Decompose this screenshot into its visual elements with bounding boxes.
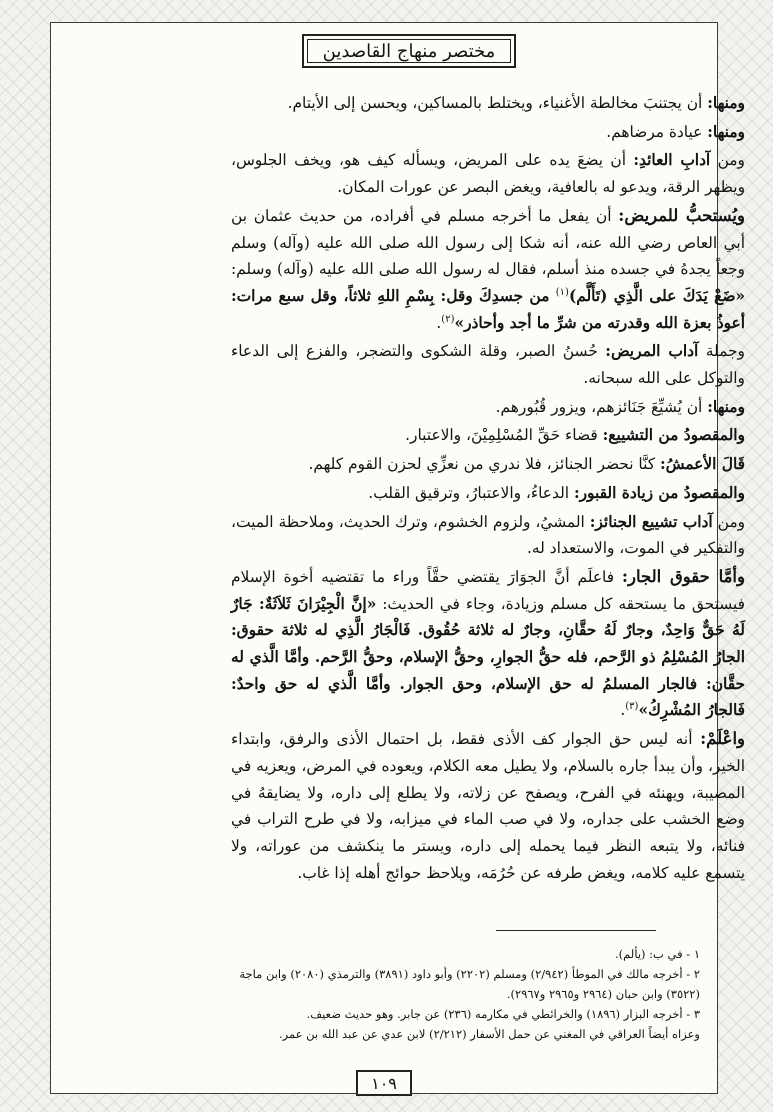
- paragraph-text: فاعلَم أنَّ الجوَارَ يقتضي حقَّاً وراء ما تقتضيه أخوة الإسلام فيستحق ما يستحقه كل مسلم وزيادة، وجاء في الحديث:: [231, 567, 745, 613]
- paragraph-lead: ومنها:: [707, 397, 745, 416]
- footnote-ref: (٢): [441, 313, 455, 325]
- paragraph-text: قضاء حَقِّ المُسْلِمِيْنَ، والاعتبار.: [405, 426, 603, 445]
- paragraph-text: أن يضعَ يده على المريض، ويسأله كيف هو، ويخف الجلوس، ويظهر الرقة، ويدعو له بالعافية، ويغض البصر عن عورات المكان.: [231, 151, 745, 197]
- paragraph-pre: ومن: [710, 151, 745, 170]
- paragraph-lead: والمقصودُ من التشييع:: [602, 426, 745, 445]
- hadith-quote: «إنَّ الْجِيْرَانَ ثَلاَثَةٌ: جَارٌ لَهُ حَقٌّ وَاحِدٌ، وجارٌ لَهُ حقَّانِ، وجارٌ له ثلاثة حُقُوق. فَالْجَارُ الَّذِي له ثلاثة حقوق: الجارُ المُسْلِمُ ذو الرَّحم، فله حقُّ الجوارِ، وحقُّ الإسلام، وحقُّ الرَّحم. وأمَّا الَّذي له حقَّان: فالجار المسلمُ له حق الإسلام، وحق الجوار. وأمَّا الَّذي له حق واحدٌ: فَالجارُ المُشْرِكُ»: [231, 594, 745, 720]
- paragraph-lead: وأمَّا حقوق الجار:: [621, 566, 745, 586]
- footnotes: [230, 944, 700, 1044]
- footnote-divider: [496, 930, 656, 931]
- footnote-3-continued: وعزاه أيضاً العراقي في المغني عن حمل الأسفار (٢/٢١٢) لابن عدي عن عبد الله بن عمر.: [278, 1027, 700, 1041]
- paragraph-tail: .: [620, 701, 626, 720]
- book-title: مختصر منهاج القاصدين: [322, 40, 496, 62]
- paragraph-8: [231, 451, 745, 478]
- paragraph-7: [231, 422, 745, 449]
- paragraph-lead: والمقصودُ من زيادة القبور:: [573, 483, 745, 502]
- paragraph-5: [231, 338, 745, 391]
- paragraph-lead: واعْلَمْ:: [700, 729, 745, 749]
- footnote-ref: (٣): [625, 701, 639, 713]
- paragraph-3: [231, 147, 745, 200]
- paragraph-text: عيادة مرضاهم.: [606, 122, 708, 141]
- paragraph-lead: آداب تشييع الجنائز:: [589, 512, 713, 531]
- paragraph-lead: آدابِ العائدِ:: [633, 151, 711, 170]
- page-number: ١٠٩: [371, 1073, 397, 1093]
- paragraph-text: المشيُ، ولزوم الخشوم، وترك الحديث، وملاحظة الميت، والتفكير في الموت، والاستعداد له.: [231, 512, 745, 558]
- paragraph-lead: قَالَ الأعمشُ:: [659, 455, 745, 474]
- paragraph-lead: ومنها:: [707, 122, 745, 141]
- paragraph-text: كنَّا نحضر الجنائز، فلا ندري من نعزِّي لحزن القوم كلهم.: [308, 455, 660, 474]
- footnote-3: ٣ - أخرجه البزار (١٨٩٦) والخرائطي في مكارمه (٢٣٦) عن جابر. وهو حديث ضعيف.: [306, 1007, 700, 1021]
- paragraph-11: [231, 564, 745, 724]
- footnote-2: ٢ - أخرجه مالك في الموطأ (٢/٩٤٢) ومسلم (٢٢٠٢) وأبو داود (٣٨٩١) والترمذي (٢٠٨٠) وابن ماجة (٣٥٢٢) وابن حبان (٢٩٦٤ و٢٩٦٥ و٢٩٦٧).: [239, 967, 700, 1001]
- paragraph-tail: .: [436, 313, 442, 332]
- paragraph-text: أنه ليس حق الجوار كف الأذى فقط، بل احتمال الأذى والرفق، وابتداء الخير، وأن يبدأ جاره بالسلام، ولا يطيل معه الكلام، ويعوده في المرض، ويعزيه في المصيبة، ويهنئه في الفرح، ويصفح عن زلاته، ولا يطلع إلى داره، ولا يضايقهُ في وضع الخشب على جداره، ولا في صب الماء في ميزابه، ولا في طرح التراب في فنائه، ولا يتبعه النظر فيما يحمله إلى داره، ويستر ما ينكشف من عوراته، ولا يتسمع عليه كلامه، ويغض طرفه عن حُرُمَه، ويلاحظ حوائج أهله إذا غاب.: [231, 730, 745, 882]
- paragraph-lead: ويُستحبُّ للمريض:: [618, 205, 745, 225]
- running-header: [302, 34, 516, 68]
- paragraph-text: أن يُشيِّعَ جَنَائزهم، ويزور قُبُورهم.: [495, 397, 708, 416]
- hadith-quote: «ضَعْ يَدَكَ على الَّذِي (تَأَلَّم): [568, 286, 746, 305]
- main-text: [221, 86, 755, 888]
- paragraph-10: [231, 509, 745, 562]
- paragraph-lead: آداب المريض:: [605, 342, 699, 361]
- paragraph-4: [231, 203, 745, 337]
- paragraph-9: [231, 480, 745, 507]
- paragraph-12: [231, 726, 745, 886]
- paragraph-text: أن يجتنبَ مخالطة الأغنياء، ويختلط بالمساكين، ويحسن إلى الأيتام.: [287, 94, 708, 112]
- hadith-quote: من جسدِكَ وقل: بِسْمِ اللهِ ثلاثاً، وقل سبع مرات: أعوذُ بعزة الله وقدرته من شرِّ ما أجد وأحاذر»: [231, 286, 745, 332]
- paragraph-lead: ومنها:: [707, 94, 745, 112]
- footnote-ref: (١): [555, 286, 569, 298]
- footnote-1: ١ - في ب: (يألم).: [615, 947, 700, 961]
- paragraph-text: الدعاءُ، والاعتبارُ، وترقيق القلب.: [368, 483, 574, 502]
- page-number-box: [356, 1070, 412, 1096]
- paragraph-pre: ومن: [712, 512, 745, 531]
- paragraph-text: أن يفعل ما أخرجه مسلم في أفراده، من حديث عثمان بن أبي العاص رضي الله عنه، أنه شكا إلى رسول الله صلى الله عليه (وآله) وسلم وجعاً يجدهُ في جسده منذ أسلم، فقال له رسول الله صلى الله عليه (وآله) وسلم:: [231, 206, 745, 279]
- paragraph-1: [231, 90, 745, 117]
- paragraph-text: حُسنُ الصبر، وقلة الشكوى والتضجر، والفزع إلى الدعاء والتوكل على الله سبحانه.: [231, 342, 745, 388]
- paragraph-2: [231, 119, 745, 146]
- paragraph-pre: وجملة: [698, 342, 745, 361]
- paragraph-6: [231, 394, 745, 421]
